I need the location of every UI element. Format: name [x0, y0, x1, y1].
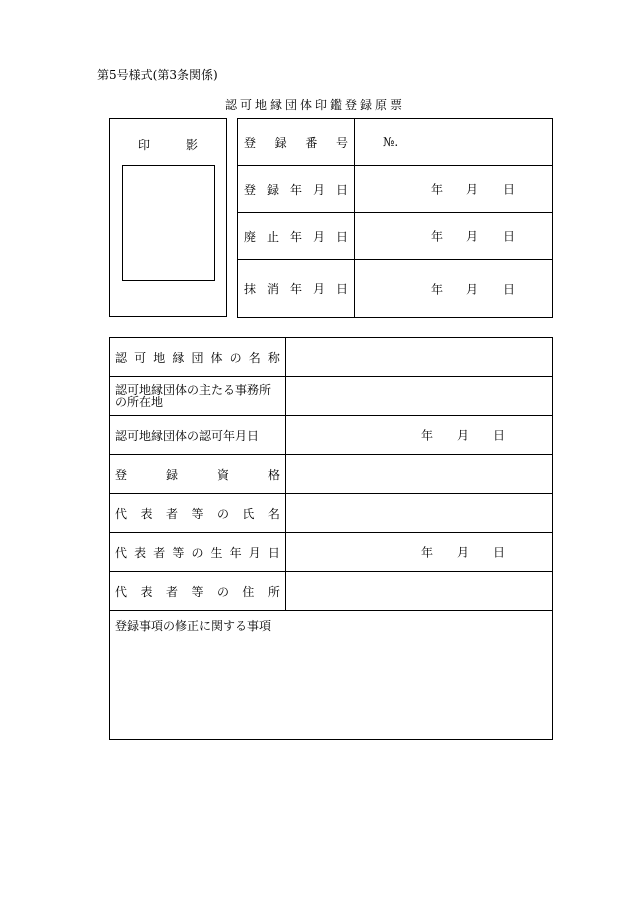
- registration-date-field[interactable]: 年 月 日: [355, 166, 553, 213]
- table-row: [110, 572, 553, 611]
- office-address-label: 認可地縁団体の主たる事務所 の所在地: [110, 377, 286, 416]
- table-row: [110, 377, 553, 416]
- deletion-date-label: 抹 消 年 月 日: [238, 260, 355, 318]
- deletion-date-field[interactable]: 年 月 日: [355, 260, 553, 318]
- table-row: [110, 533, 553, 572]
- form-title: 認可地縁団体印鑑登録原票: [224, 98, 405, 112]
- number-sign: №.: [383, 135, 399, 149]
- association-name-field[interactable]: [286, 338, 553, 377]
- table-row: [110, 455, 553, 494]
- representative-address-field[interactable]: [286, 572, 553, 611]
- representative-address-label: 代 表 者 等 の 住 所: [110, 572, 286, 611]
- association-name-label: 認 可 地 縁 団 体 の 名 称: [110, 338, 286, 377]
- representative-birthdate-field[interactable]: 年 月 日: [286, 533, 553, 572]
- abolition-date-field[interactable]: 年 月 日: [355, 213, 553, 260]
- table-row: [238, 213, 553, 260]
- table-row: [110, 416, 553, 455]
- representative-name-label: 代 表 者 等 の 氏 名: [110, 494, 286, 533]
- table-row: [110, 494, 553, 533]
- association-info-table: [109, 337, 553, 740]
- registration-qualification-field[interactable]: [286, 455, 553, 494]
- registration-number-label: 登 録 番 号: [238, 119, 355, 166]
- table-row: [238, 166, 553, 213]
- seal-impression-label: 印 影: [138, 138, 198, 152]
- table-row: [238, 119, 553, 166]
- registration-date-label: 登 録 年 月 日: [238, 166, 355, 213]
- table-row: [110, 611, 553, 740]
- table-row: [110, 338, 553, 377]
- seal-impression-box: [109, 118, 227, 317]
- registration-qualification-label: 登 録 資 格: [110, 455, 286, 494]
- approval-date-field[interactable]: 年 月 日: [286, 416, 553, 455]
- registration-number-field[interactable]: [355, 119, 553, 166]
- office-address-field[interactable]: [286, 377, 553, 416]
- abolition-date-label: 廃 止 年 月 日: [238, 213, 355, 260]
- representative-name-field[interactable]: [286, 494, 553, 533]
- form-number: 第5号様式(第3条関係): [97, 68, 218, 82]
- representative-birthdate-label: 代 表 者 等 の 生 年 月 日: [110, 533, 286, 572]
- table-row: [238, 260, 553, 318]
- correction-remarks-field[interactable]: [110, 611, 553, 740]
- registration-table: [237, 118, 553, 318]
- approval-date-label: 認可地縁団体の認可年月日: [110, 416, 286, 455]
- seal-impression-area[interactable]: [122, 165, 215, 281]
- correction-remarks-label: 登録事項の修正に関する事項: [115, 619, 272, 633]
